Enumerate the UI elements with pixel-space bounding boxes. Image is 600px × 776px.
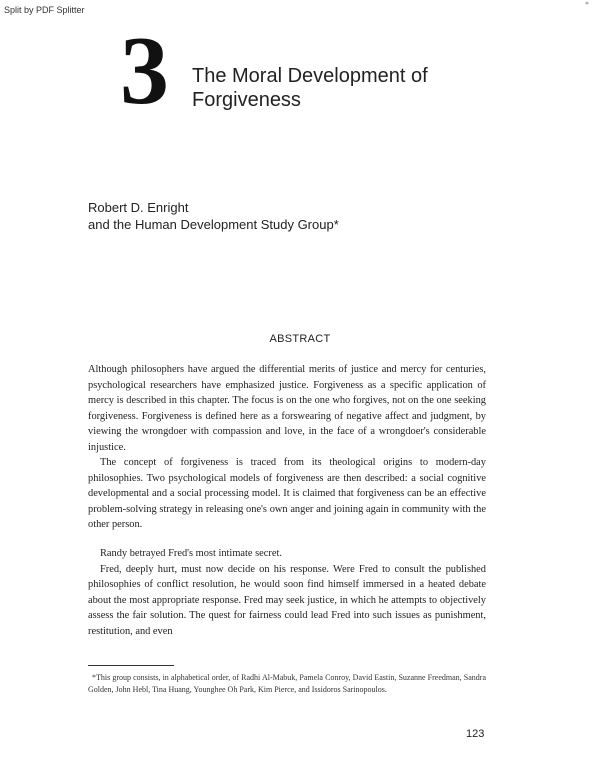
abstract-paragraph-1: Although philosophers have argued the differential merits of justice and mercy for centuries, psychological researchers have emphasized justice. Forgiveness as a specific application of mercy is described in this chapter. The focus is on the one who forgives, not on the one seeking forgiveness. Forgiveness is defined here as a forswearing of negative affect and judgment, by viewing the wrongdoer with compassion and love, in the face of a wrongdoer's considerable injustice. (88, 364, 486, 453)
corner-mark: * (585, 0, 589, 9)
abstract-heading: ABSTRACT (269, 333, 331, 345)
body-paragraph-2: Fred, deeply hurt, must now decide on his response. Were Fred to consult the published philosophies of conflict resolution, he would soon find himself immersed in a heated debate about the most appropriate response. Fred may seek justice, in which he attempts to objectively assess the fair solution. The quest for fairness could lead Fred into such issues as punishment, restitution, and even (88, 563, 486, 637)
footnote-text: *This group consists, in alphabetical order, of Radhi Al-Mabuk, Pamela Conroy, David Eastin, Suzanne Freedman, Sandra Golden, John Hebl, Tina Huang, Younghee Oh Park, Kim Pierce, and Issidoros Sarinopoulos. (88, 673, 486, 694)
chapter-number: 3 (120, 17, 169, 125)
footnote-divider (88, 665, 174, 666)
pdf-splitter-watermark: Split by PDF Splitter (4, 5, 85, 15)
chapter-title (192, 64, 428, 112)
author-block (88, 199, 339, 233)
chapter-title-line-1: The Moral Development of (192, 65, 428, 87)
page-number: 123 (466, 728, 485, 740)
chapter-title-line-2: Forgiveness (192, 89, 301, 111)
author-line-1: Robert D. Enright (88, 200, 189, 215)
footnote (88, 672, 486, 696)
abstract-section (88, 362, 486, 533)
body-paragraph-1: Randy betrayed Fred's most intimate secret. (100, 548, 282, 559)
body-text (88, 546, 486, 639)
author-line-2: and the Human Development Study Group* (88, 217, 339, 232)
abstract-paragraph-2: The concept of forgiveness is traced from its theological origins to modern-day philosophies. Two psychological models of forgiveness are then described: a social cognitive developmental and a social processing model. It is claimed that forgiveness can be an effective problem-solving strategy in releasing one's own anger and joining again in community with the other person. (88, 457, 486, 530)
